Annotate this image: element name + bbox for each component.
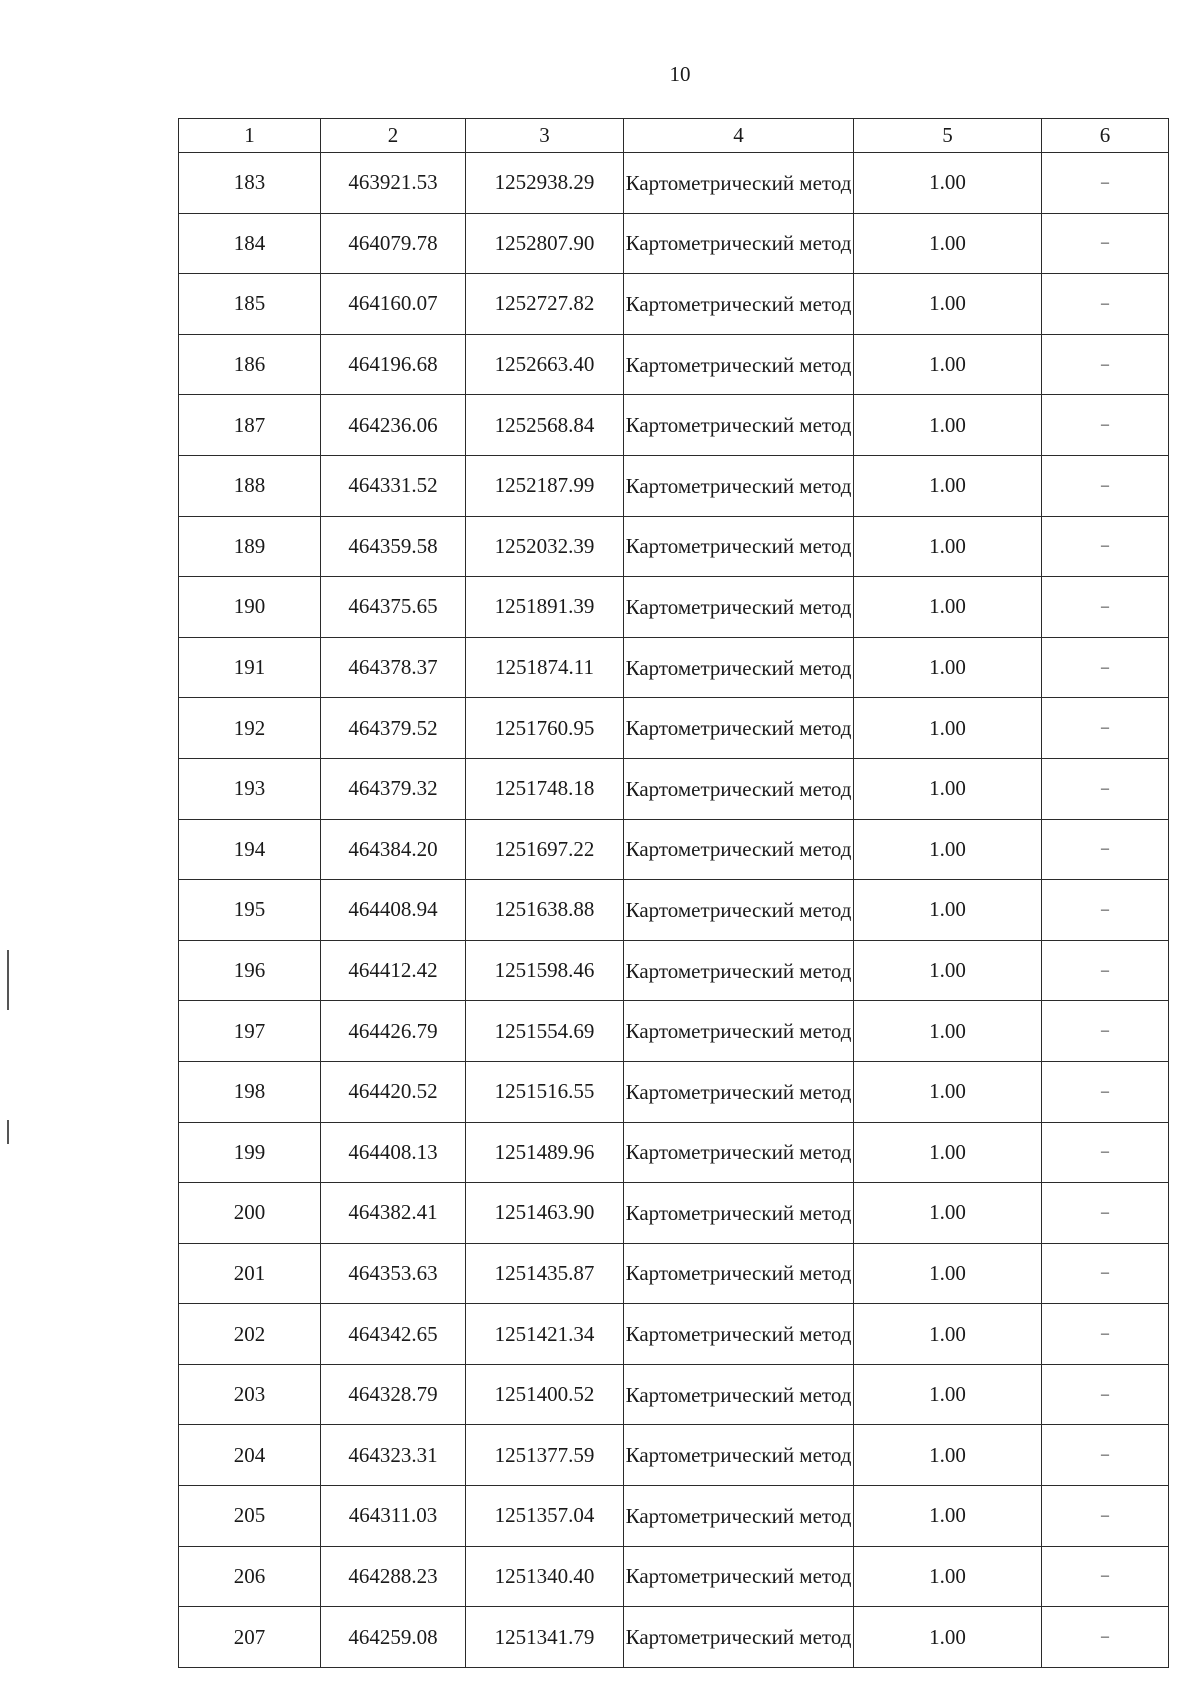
method-cell: Картометрический метод: [624, 940, 854, 1001]
point-number-cell: 199: [179, 1122, 321, 1183]
y-coordinate-cell: 1251463.90: [466, 1183, 624, 1244]
method-cell: Картометрический метод: [624, 1364, 854, 1425]
note-cell: –: [1042, 577, 1169, 638]
accuracy-cell: 1.00: [854, 334, 1042, 395]
accuracy-cell: 1.00: [854, 1122, 1042, 1183]
accuracy-cell: 1.00: [854, 940, 1042, 1001]
x-coordinate-cell: 464420.52: [321, 1061, 466, 1122]
accuracy-cell: 1.00: [854, 880, 1042, 941]
table-row: [179, 1364, 1169, 1425]
y-coordinate-cell: 1251341.79: [466, 1607, 624, 1668]
note-cell: –: [1042, 819, 1169, 880]
y-coordinate-cell: 1251760.95: [466, 698, 624, 759]
table-row: [179, 1183, 1169, 1244]
point-number-cell: 187: [179, 395, 321, 456]
note-cell: –: [1042, 1304, 1169, 1365]
note-cell: –: [1042, 1183, 1169, 1244]
accuracy-cell: 1.00: [854, 1364, 1042, 1425]
accuracy-cell: 1.00: [854, 1243, 1042, 1304]
note-cell: –: [1042, 1425, 1169, 1486]
point-number-cell: 206: [179, 1546, 321, 1607]
point-number-cell: 189: [179, 516, 321, 577]
x-coordinate-cell: 464426.79: [321, 1001, 466, 1062]
method-cell: Картометрический метод: [624, 334, 854, 395]
y-coordinate-cell: 1251516.55: [466, 1061, 624, 1122]
column-header: 3: [466, 119, 624, 153]
y-coordinate-cell: 1251357.04: [466, 1486, 624, 1547]
y-coordinate-cell: 1251554.69: [466, 1001, 624, 1062]
x-coordinate-cell: 464259.08: [321, 1607, 466, 1668]
point-number-cell: 188: [179, 455, 321, 516]
x-coordinate-cell: 464379.52: [321, 698, 466, 759]
method-cell: Картометрический метод: [624, 516, 854, 577]
method-cell: Картометрический метод: [624, 1183, 854, 1244]
column-header: 6: [1042, 119, 1169, 153]
point-number-cell: 204: [179, 1425, 321, 1486]
point-number-cell: 191: [179, 637, 321, 698]
accuracy-cell: 1.00: [854, 1425, 1042, 1486]
table-row: [179, 1546, 1169, 1607]
x-coordinate-cell: 464408.94: [321, 880, 466, 941]
point-number-cell: 186: [179, 334, 321, 395]
table-row: [179, 1122, 1169, 1183]
table-row: [179, 516, 1169, 577]
point-number-cell: 201: [179, 1243, 321, 1304]
x-coordinate-cell: 464408.13: [321, 1122, 466, 1183]
method-cell: Картометрический метод: [624, 1486, 854, 1547]
accuracy-cell: 1.00: [854, 395, 1042, 456]
method-cell: Картометрический метод: [624, 577, 854, 638]
note-cell: –: [1042, 1486, 1169, 1547]
x-coordinate-cell: 464384.20: [321, 819, 466, 880]
accuracy-cell: 1.00: [854, 455, 1042, 516]
method-cell: Картометрический метод: [624, 274, 854, 335]
y-coordinate-cell: 1251598.46: [466, 940, 624, 1001]
point-number-cell: 197: [179, 1001, 321, 1062]
x-coordinate-cell: 464236.06: [321, 395, 466, 456]
accuracy-cell: 1.00: [854, 758, 1042, 819]
point-number-cell: 198: [179, 1061, 321, 1122]
table-row: [179, 819, 1169, 880]
table-row: [179, 1061, 1169, 1122]
y-coordinate-cell: 1251435.87: [466, 1243, 624, 1304]
accuracy-cell: 1.00: [854, 1486, 1042, 1547]
x-coordinate-cell: 464379.32: [321, 758, 466, 819]
accuracy-cell: 1.00: [854, 1546, 1042, 1607]
y-coordinate-cell: 1251891.39: [466, 577, 624, 638]
y-coordinate-cell: 1251377.59: [466, 1425, 624, 1486]
note-cell: –: [1042, 940, 1169, 1001]
point-number-cell: 193: [179, 758, 321, 819]
column-header: 5: [854, 119, 1042, 153]
y-coordinate-cell: 1252032.39: [466, 516, 624, 577]
x-coordinate-cell: 464375.65: [321, 577, 466, 638]
table-row: [179, 1486, 1169, 1547]
accuracy-cell: 1.00: [854, 698, 1042, 759]
point-number-cell: 205: [179, 1486, 321, 1547]
table-row: [179, 637, 1169, 698]
x-coordinate-cell: 464160.07: [321, 274, 466, 335]
page-number: 10: [669, 62, 691, 86]
coordinates-table: [178, 118, 1169, 1668]
note-cell: –: [1042, 213, 1169, 274]
accuracy-cell: 1.00: [854, 1001, 1042, 1062]
method-cell: Картометрический метод: [624, 455, 854, 516]
method-cell: Картометрический метод: [624, 1304, 854, 1365]
note-cell: –: [1042, 637, 1169, 698]
method-cell: Картометрический метод: [624, 395, 854, 456]
y-coordinate-cell: 1251874.11: [466, 637, 624, 698]
table-body: [179, 153, 1169, 1668]
y-coordinate-cell: 1252187.99: [466, 455, 624, 516]
method-cell: Картометрический метод: [624, 1243, 854, 1304]
accuracy-cell: 1.00: [854, 819, 1042, 880]
table-row: [179, 153, 1169, 214]
note-cell: –: [1042, 1061, 1169, 1122]
y-coordinate-cell: 1251638.88: [466, 880, 624, 941]
note-cell: –: [1042, 758, 1169, 819]
method-cell: Картометрический метод: [624, 637, 854, 698]
column-header: 2: [321, 119, 466, 153]
method-cell: Картометрический метод: [624, 880, 854, 941]
accuracy-cell: 1.00: [854, 213, 1042, 274]
method-cell: Картометрический метод: [624, 153, 854, 214]
point-number-cell: 207: [179, 1607, 321, 1668]
accuracy-cell: 1.00: [854, 516, 1042, 577]
x-coordinate-cell: 463921.53: [321, 153, 466, 214]
method-cell: Картометрический метод: [624, 1122, 854, 1183]
scan-artifact: [7, 1120, 9, 1144]
table-row: [179, 274, 1169, 335]
y-coordinate-cell: 1252938.29: [466, 153, 624, 214]
y-coordinate-cell: 1251489.96: [466, 1122, 624, 1183]
accuracy-cell: 1.00: [854, 577, 1042, 638]
point-number-cell: 195: [179, 880, 321, 941]
y-coordinate-cell: 1251400.52: [466, 1364, 624, 1425]
y-coordinate-cell: 1252568.84: [466, 395, 624, 456]
y-coordinate-cell: 1251697.22: [466, 819, 624, 880]
accuracy-cell: 1.00: [854, 1183, 1042, 1244]
table-row: [179, 395, 1169, 456]
y-coordinate-cell: 1251748.18: [466, 758, 624, 819]
note-cell: –: [1042, 1243, 1169, 1304]
table-header-row: [179, 119, 1169, 153]
note-cell: –: [1042, 1546, 1169, 1607]
y-coordinate-cell: 1252727.82: [466, 274, 624, 335]
x-coordinate-cell: 464382.41: [321, 1183, 466, 1244]
method-cell: Картометрический метод: [624, 1061, 854, 1122]
x-coordinate-cell: 464378.37: [321, 637, 466, 698]
point-number-cell: 183: [179, 153, 321, 214]
table-row: [179, 940, 1169, 1001]
x-coordinate-cell: 464288.23: [321, 1546, 466, 1607]
y-coordinate-cell: 1251421.34: [466, 1304, 624, 1365]
note-cell: –: [1042, 1607, 1169, 1668]
accuracy-cell: 1.00: [854, 1061, 1042, 1122]
x-coordinate-cell: 464323.31: [321, 1425, 466, 1486]
x-coordinate-cell: 464331.52: [321, 455, 466, 516]
note-cell: –: [1042, 334, 1169, 395]
note-cell: –: [1042, 516, 1169, 577]
point-number-cell: 190: [179, 577, 321, 638]
column-header: 4: [624, 119, 854, 153]
note-cell: –: [1042, 455, 1169, 516]
accuracy-cell: 1.00: [854, 153, 1042, 214]
point-number-cell: 184: [179, 213, 321, 274]
x-coordinate-cell: 464328.79: [321, 1364, 466, 1425]
note-cell: –: [1042, 395, 1169, 456]
point-number-cell: 192: [179, 698, 321, 759]
method-cell: Картометрический метод: [624, 1546, 854, 1607]
column-header: 1: [179, 119, 321, 153]
note-cell: –: [1042, 274, 1169, 335]
x-coordinate-cell: 464342.65: [321, 1304, 466, 1365]
note-cell: –: [1042, 153, 1169, 214]
table-row: [179, 334, 1169, 395]
x-coordinate-cell: 464079.78: [321, 213, 466, 274]
method-cell: Картометрический метод: [624, 819, 854, 880]
point-number-cell: 202: [179, 1304, 321, 1365]
coordinates-table-container: [178, 118, 1168, 1668]
table-row: [179, 1607, 1169, 1668]
accuracy-cell: 1.00: [854, 1607, 1042, 1668]
point-number-cell: 185: [179, 274, 321, 335]
table-row: [179, 1304, 1169, 1365]
accuracy-cell: 1.00: [854, 1304, 1042, 1365]
note-cell: –: [1042, 1001, 1169, 1062]
method-cell: Картометрический метод: [624, 698, 854, 759]
table-row: [179, 455, 1169, 516]
y-coordinate-cell: 1252807.90: [466, 213, 624, 274]
y-coordinate-cell: 1251340.40: [466, 1546, 624, 1607]
accuracy-cell: 1.00: [854, 274, 1042, 335]
method-cell: Картометрический метод: [624, 1425, 854, 1486]
point-number-cell: 196: [179, 940, 321, 1001]
method-cell: Картометрический метод: [624, 1607, 854, 1668]
x-coordinate-cell: 464412.42: [321, 940, 466, 1001]
accuracy-cell: 1.00: [854, 637, 1042, 698]
note-cell: –: [1042, 880, 1169, 941]
table-row: [179, 577, 1169, 638]
y-coordinate-cell: 1252663.40: [466, 334, 624, 395]
table-row: [179, 213, 1169, 274]
table-row: [179, 698, 1169, 759]
table-row: [179, 880, 1169, 941]
note-cell: –: [1042, 698, 1169, 759]
table-row: [179, 1243, 1169, 1304]
x-coordinate-cell: 464359.58: [321, 516, 466, 577]
method-cell: Картометрический метод: [624, 1001, 854, 1062]
x-coordinate-cell: 464311.03: [321, 1486, 466, 1547]
x-coordinate-cell: 464196.68: [321, 334, 466, 395]
point-number-cell: 194: [179, 819, 321, 880]
table-row: [179, 1425, 1169, 1486]
note-cell: –: [1042, 1364, 1169, 1425]
table-row: [179, 758, 1169, 819]
point-number-cell: 203: [179, 1364, 321, 1425]
table-row: [179, 1001, 1169, 1062]
method-cell: Картометрический метод: [624, 213, 854, 274]
scan-artifact: [7, 950, 9, 1010]
point-number-cell: 200: [179, 1183, 321, 1244]
x-coordinate-cell: 464353.63: [321, 1243, 466, 1304]
method-cell: Картометрический метод: [624, 758, 854, 819]
note-cell: –: [1042, 1122, 1169, 1183]
